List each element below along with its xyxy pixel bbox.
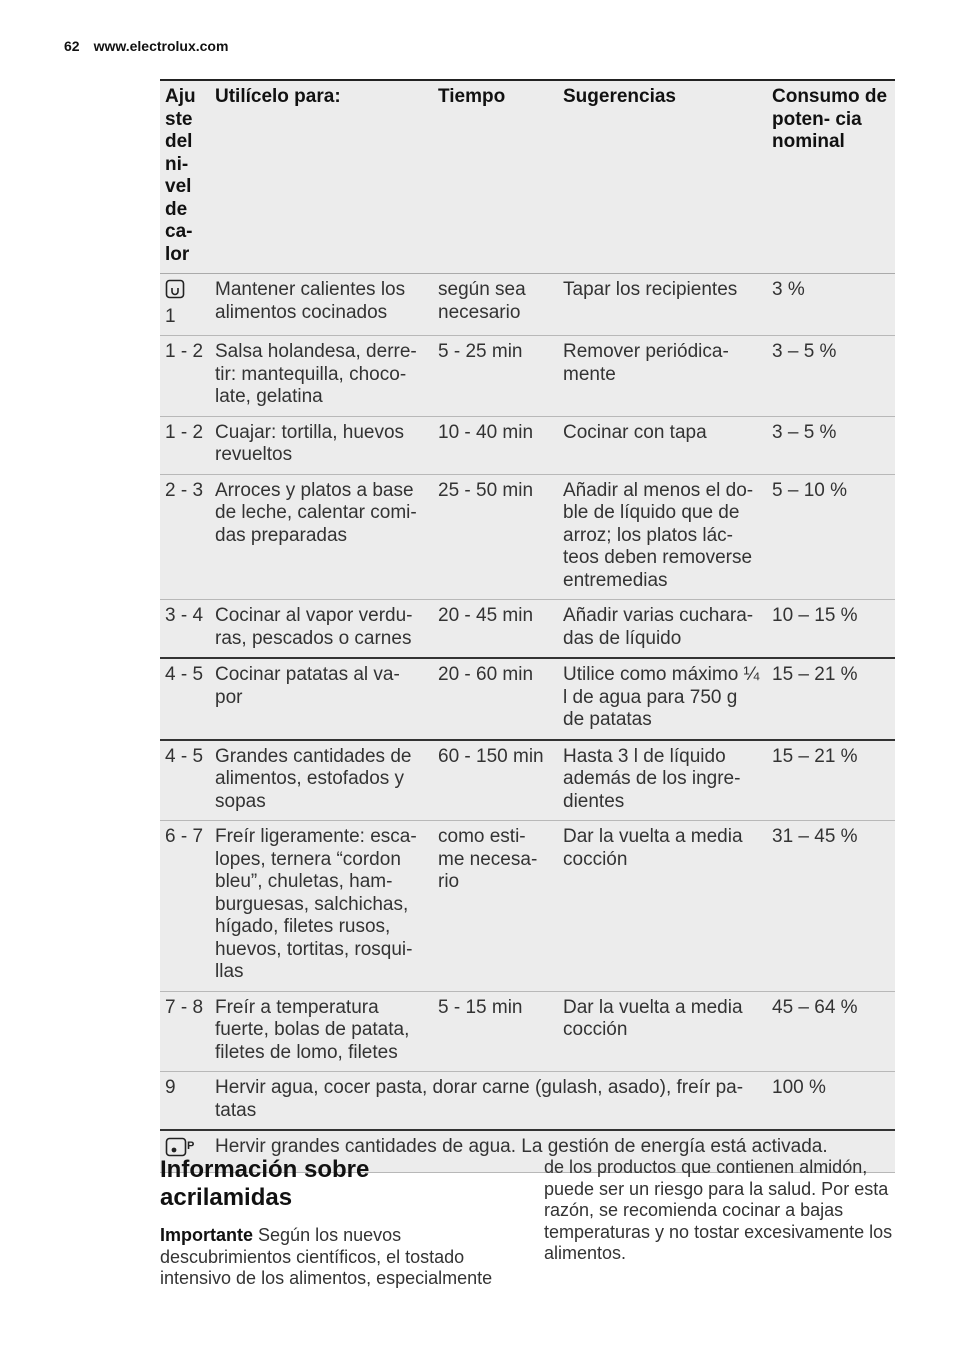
cell-tips: Hasta 3 l de líquido además de los ingre- dientes (558, 740, 767, 821)
header-use: Utilícelo para: (210, 80, 433, 274)
page-header (64, 38, 228, 54)
cell-level: 3 - 4 (160, 600, 210, 659)
cell-tips: Añadir al menos el do- ble de líquido que de arroz; los platos lác- teos deben removerse entremedias (558, 474, 767, 600)
cell-use: Hervir agua, cocer pasta, dorar carne (gulash, asado), freír pa- tatas (210, 1072, 767, 1131)
cell-time: 5 - 25 min (433, 336, 558, 417)
cell-power: 15 – 21 % (767, 740, 895, 821)
keep-warm-icon (165, 279, 185, 299)
info-text-left-body: Según los nuevos descubrimientos científicos, el tostado intensivo de los alimentos, especialmente (160, 1225, 493, 1288)
cell-power: 5 – 10 % (767, 474, 895, 600)
cell-level: 6 - 7 (160, 821, 210, 992)
cell-power: 15 – 21 % (767, 658, 895, 740)
heat-settings-table (160, 79, 895, 1173)
cell-tips: Tapar los recipientes (558, 274, 767, 336)
cell-power: 3 % (767, 274, 895, 336)
cell-level: 1 - 2 (160, 336, 210, 417)
cell-time: 60 - 150 min (433, 740, 558, 821)
table-row (160, 658, 895, 740)
table-row (160, 600, 895, 659)
cell-time: 10 - 40 min (433, 416, 558, 474)
cell-use: Arroces y platos a base de leche, calentar comi- das preparadas (210, 474, 433, 600)
cell-power: 10 – 15 % (767, 600, 895, 659)
table-row (160, 474, 895, 600)
cell-use: Cocinar al vapor verdu- ras, pescados o carnes (210, 600, 433, 659)
cell-level: 1 - 2 (160, 416, 210, 474)
cell-use: Hervir grandes cantidades de agua. La gestión de energía está activada. (210, 1130, 895, 1172)
section-title: Información sobre acrilamidas (160, 1156, 370, 1211)
table-row (160, 991, 895, 1072)
cell-tips: Cocinar con tapa (558, 416, 767, 474)
cell-level: 4 - 5 (160, 658, 210, 740)
cell-level: 7 - 8 (160, 991, 210, 1072)
cell-power: 3 – 5 % (767, 336, 895, 417)
table-row (160, 740, 895, 821)
cell-level: 1 (160, 274, 210, 336)
cell-level: 4 - 5 (160, 740, 210, 821)
cell-time: 20 - 60 min (433, 658, 558, 740)
cell-tips: Dar la vuelta a media cocción (558, 821, 767, 992)
table-row (160, 336, 895, 417)
cell-level: 2 - 3 (160, 474, 210, 600)
cell-use: Salsa holandesa, derre- tir: mantequilla, choco- late, gelatina (210, 336, 433, 417)
page-number: 62 (64, 38, 80, 54)
cell-use: Cuajar: tortilla, huevos revueltos (210, 416, 433, 474)
table-row (160, 274, 895, 336)
header-power: Consumo de poten- cia nominal (767, 80, 895, 274)
cell-level: 9 (160, 1072, 210, 1131)
cell-time: según sea necesario (433, 274, 558, 336)
cell-tips: Utilice como máximo ¼ l de agua para 750 g de patatas (558, 658, 767, 740)
cell-use: Freír a temperatura fuerte, bolas de patata, filetes de lomo, filetes (210, 991, 433, 1072)
header-tips: Sugerencias (558, 80, 767, 274)
info-text-right: de los productos que contienen almidón, puede ser un riesgo para la salud. Por esta razón, se recomienda cocinar a bajas temperaturas y no tostar excesivamente los alimentos. (544, 1157, 893, 1263)
header-level: Aju ste del ni- vel de ca- lor (160, 80, 210, 274)
cell-power: 31 – 45 % (767, 821, 895, 992)
cell-power: 45 – 64 % (767, 991, 895, 1072)
cell-tips: Dar la vuelta a media cocción (558, 991, 767, 1072)
info-text-left (160, 1225, 505, 1290)
cell-time: como esti- me necesa- rio (433, 821, 558, 992)
cell-use: Grandes cantidades de alimentos, estofados y sopas (210, 740, 433, 821)
table-row (160, 416, 895, 474)
cell-time: 20 - 45 min (433, 600, 558, 659)
svg-text:P: P (187, 1140, 195, 1152)
cell-use: Mantener calientes los alimentos cocinados (210, 274, 433, 336)
important-label: Importante (160, 1225, 254, 1245)
cell-tips: Remover periódica- mente (558, 336, 767, 417)
header-time: Tiempo (433, 80, 558, 274)
table-row (160, 821, 895, 992)
cell-use: Cocinar patatas al va- por (210, 658, 433, 740)
power-boost-icon (165, 1136, 195, 1158)
table-header-row (160, 80, 895, 274)
website-link[interactable]: www.electrolux.com (93, 38, 229, 54)
cell-time: 25 - 50 min (433, 474, 558, 600)
cell-power: 3 – 5 % (767, 416, 895, 474)
cell-use: Freír ligeramente: esca- lopes, ternera “cordon bleu”, chuletas, ham- burguesas, salchichas, hígado, filetes rusos, huevos, tortitas, rosqui- llas (210, 821, 433, 992)
table-row (160, 1072, 895, 1131)
cell-tips: Añadir varias cuchara- das de líquido (558, 600, 767, 659)
cell-power: 100 % (767, 1072, 895, 1131)
cell-time: 5 - 15 min (433, 991, 558, 1072)
